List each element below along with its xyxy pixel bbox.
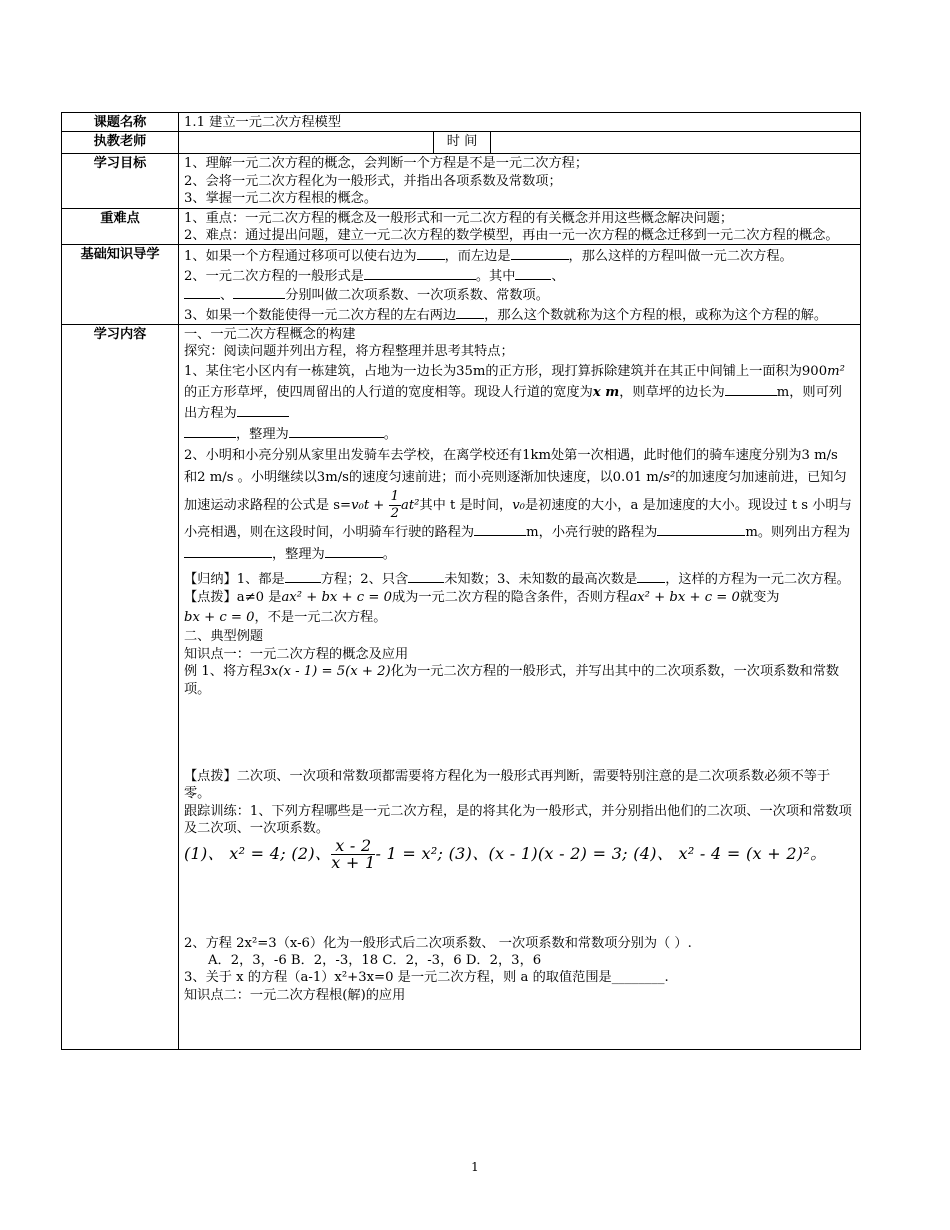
- answer-blank[interactable]: [725, 382, 777, 396]
- answer-blank[interactable]: [408, 569, 444, 583]
- key-point-item: 2、难点：通过提出问题，建立一元二次方程的数学模型，再由一元一次方程的概念迁移到一元二次方程的概念。: [184, 228, 839, 244]
- answer-blank[interactable]: [237, 403, 289, 417]
- tracking-exercise: 跟踪训练：1、下列方程哪些是一元二次方程，是的将其化为一般形式，并分别指出他们的二次项、一次项和常数项及二次项、一次项系数。: [184, 803, 852, 837]
- answer-blank[interactable]: [233, 285, 285, 299]
- objective-item: 2、会将一元二次方程化为一般形式，并指出各项系数及常数项；: [184, 173, 562, 189]
- basics-row: [62, 245, 861, 325]
- answer-blank[interactable]: [511, 246, 569, 260]
- answer-blank[interactable]: [657, 522, 745, 536]
- fraction-one-half: $\frac{1}{2}$: [390, 488, 399, 521]
- content-label: 学习内容: [62, 325, 179, 1050]
- answer-blank[interactable]: [456, 305, 484, 319]
- answer-space: [184, 871, 855, 935]
- equation-list: (1)、 x² = 4; (2)、 $\frac{x - 2}{x + 1}$ - 1 = x²; (3)、(x - 1)(x - 2) = 3; (4)、 x² - 4 = (x + 2)²。: [184, 835, 827, 872]
- teacher-row: [62, 132, 861, 154]
- page-number: 1: [471, 1160, 479, 1174]
- objectives-content: [179, 154, 861, 208]
- question-3: 3、关于 x 的方程（a-1）x²+3x=0 是一元二次方程，则 a 的取值范围是________.: [184, 970, 669, 986]
- tip-2: 【点拨】二次项、一次项和常数项都需要将方程化为一般形式再判断，需要特别注意的是二次项系数必须不等于零。: [184, 768, 831, 802]
- objectives-row: [62, 154, 861, 208]
- key-point-item: 1、重点：一元二次方程的概念及一般形式和一元二次方程的有关概念并用这些概念解决问题；: [184, 210, 734, 226]
- basics-label: 基础知识导学: [62, 245, 179, 325]
- knowledge-point-2: 知识点二：一元二次方程根(解)的应用: [184, 987, 406, 1003]
- basics-question-1: 1、如果一个方程通过移项可以使右边为 ，而左边是 ，那么这样的方程叫做一元二次方程。: [184, 246, 855, 265]
- time-value: [491, 132, 861, 154]
- answer-blank[interactable]: [417, 246, 445, 260]
- answer-blank[interactable]: [285, 569, 321, 583]
- question-2-options: A．2，3，-6 B．2，-3，18 C．2，-3，6 D．2，3，6: [208, 952, 542, 968]
- basics-content: [179, 245, 861, 325]
- section-2-title: 二、典型例题: [184, 629, 264, 645]
- teacher-value: [179, 132, 434, 154]
- basics-question-3: 3、如果一个数能使得一元二次方程的左右两边 ，那么这个数就称为这个方程的根，或称为这个方程的解。: [184, 305, 855, 324]
- knowledge-point-1: 知识点一：一元二次方程的概念及应用: [184, 646, 409, 662]
- lesson-plan-table: [61, 112, 861, 1050]
- topic-value: 1.1 建立一元二次方程模型: [179, 113, 861, 132]
- answer-blank[interactable]: [474, 522, 526, 536]
- time-label: 时 间: [434, 132, 491, 154]
- example-1: 例 1、将方程3x(x - 1) = 5(x + 2)化为一元二次方程的一般形式，并写出其中的二次项系数，一次项系数和常数项。: [184, 664, 840, 697]
- answer-blank[interactable]: [184, 424, 236, 438]
- tip-1: 【点拨】a≠0 是ax² + bx + c = 0成为一元二次方程的隐含条件，否则方程ax² + bx + c = 0就变为 bx + c = 0，不是一元二次方程。: [184, 590, 780, 626]
- summary: 【归纳】1、都是 方程；2、只含 未知数；3、未知数的最高次数是 ，这样的方程为一元二次方程。: [184, 569, 855, 588]
- topic-label: 课题名称: [62, 113, 179, 132]
- content-row: [62, 325, 861, 1050]
- section-1-title: 一、一元二次方程概念的构建: [184, 327, 356, 343]
- answer-blank[interactable]: [184, 544, 272, 558]
- fraction-expression: $\frac{x - 2}{x + 1}$: [331, 835, 376, 872]
- objectives-label: 学习目标: [62, 154, 179, 208]
- problem-1: 1、某住宅小区内有一栋建筑，占地为一边长为35m的正方形，现打算拆除建筑并在其正中间铺上一面积为900m²的正方形草坪，使四周留出的人行道的宽度相等。现设人行道的宽度为x m，则草坪的边长为 m，则可列出方程为 ，整理为 。: [184, 363, 845, 442]
- objective-item: 1、理解一元二次方程的概念，会判断一个方程是不是一元二次方程；: [184, 156, 589, 172]
- answer-blank[interactable]: [289, 424, 384, 438]
- topic-row: [62, 113, 861, 132]
- problem-2: 2、小明和小亮分别从家里出发骑车去学校，在离学校还有1km处第一次相遇，此时他们的骑车速度分别为3 m/s 和2 m/s 。小明继续以3m/s的速度匀速前进；而小亮则逐渐加快速度，以0.01 m/s²的加速度匀加速前进，已知匀加速运动求路程的公式是 s=v₀t + $\frac{1}{2}$ at²其中 t 是时间，v₀是初速度的大小，a 是加速度的大小。现设过 t s 小明与小亮相遇，则在这段时间，小明骑车行驶的路程为 m，小亮行驶的路程为 m。则列出方程为，整理为 。: [184, 447, 852, 562]
- basics-question-2: 2、一元二次方程的一般形式是 。其中 、 、 分别叫做二次项系数、一次项系数、常数项。: [184, 266, 855, 305]
- answer-blank[interactable]: [184, 285, 220, 299]
- answer-space: [184, 698, 855, 768]
- answer-blank[interactable]: [364, 266, 476, 280]
- answer-blank[interactable]: [515, 266, 551, 280]
- explore-text: 探究：阅读问题并列出方程，将方程整理并思考其特点；: [184, 344, 514, 360]
- question-2: 2、方程 2x²=3（x-6）化为一般形式后二次项系数、 一次项系数和常数项分别为（ ）.: [184, 935, 692, 951]
- teacher-label: 执教老师: [62, 132, 179, 154]
- answer-blank[interactable]: [637, 569, 665, 583]
- content-body: [179, 325, 861, 1050]
- answer-blank[interactable]: [325, 544, 383, 558]
- key-points-label: 重难点: [62, 208, 179, 245]
- key-points-row: [62, 208, 861, 245]
- key-points-content: [179, 208, 861, 245]
- objective-item: 3、掌握一元二次方程根的概念。: [184, 191, 378, 207]
